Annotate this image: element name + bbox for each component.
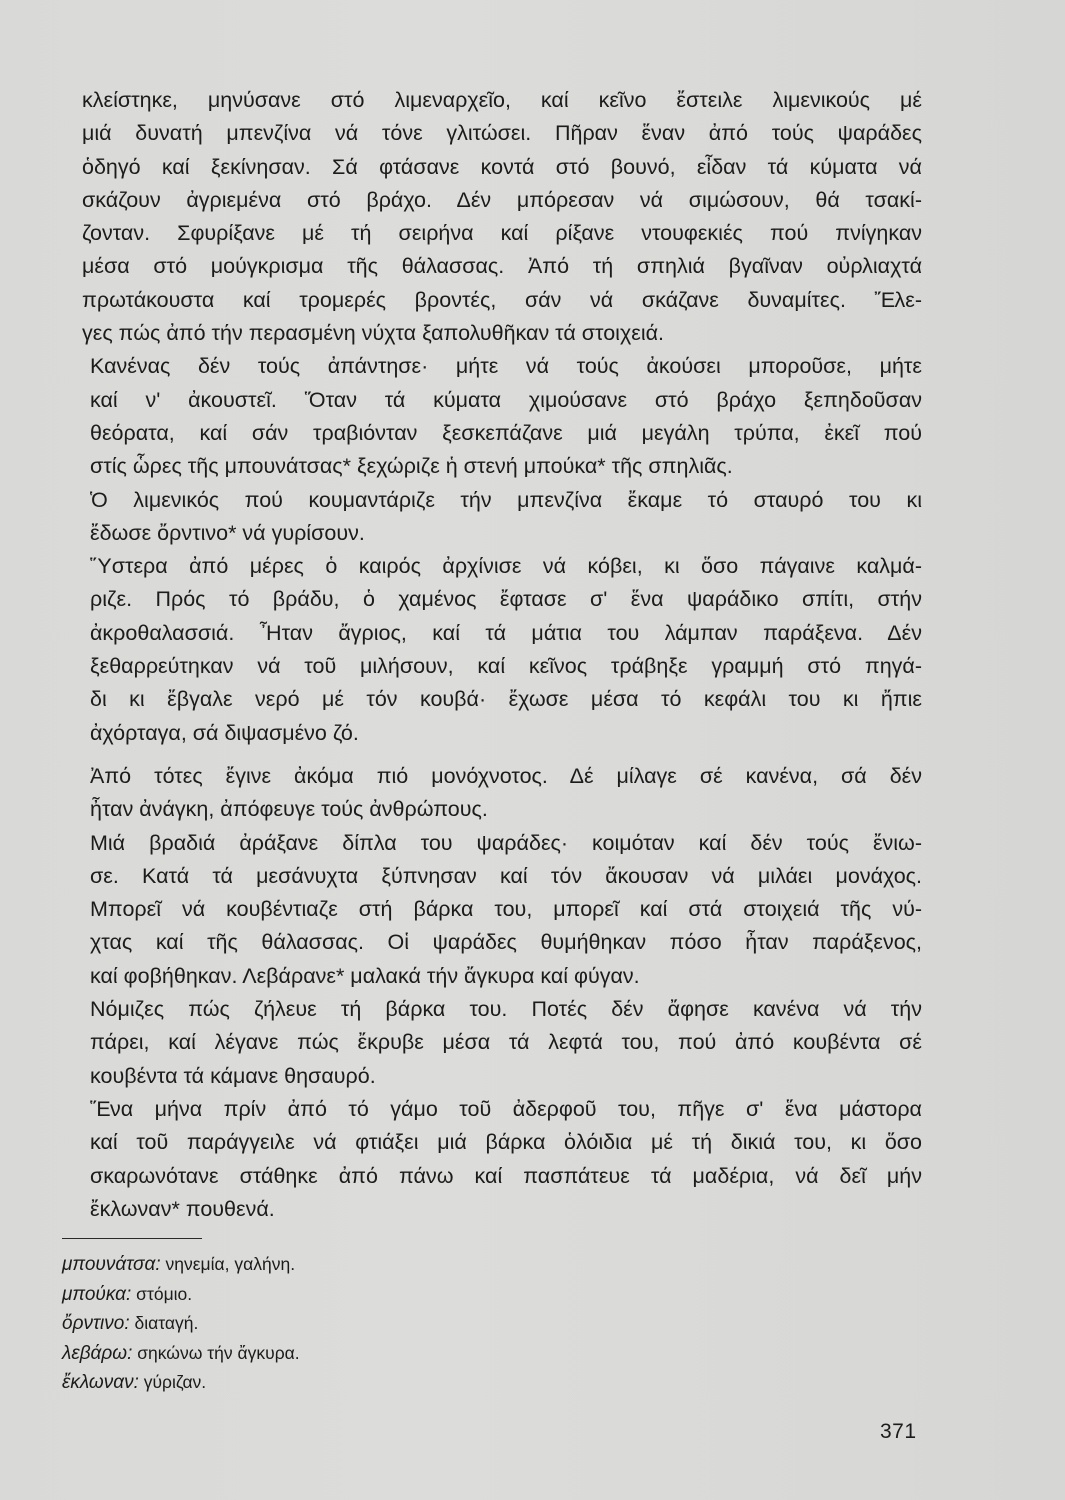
text-line: μιά δυνατή μπενζίνα νά τόνε γλιτώσει. Πῆραν ἕναν ἀπό τούς ψαράδες [82,121,922,146]
text-line: ξεθαρρεύτηκαν νά τοῦ μιλήσουν, καί κεῖνος τράβηξε γραμμή στό πηγά- [90,654,922,679]
text-line: μέσα στό μούγκρισμα τῆς θάλασσας. Ἀπό τή σπηλιά βγαῖναν οὐρλιαχτά [82,254,922,279]
footnote [62,1339,662,1369]
paragraph-7 [82,993,922,1093]
text-line: ἔδωσε ὄρντινο* νά γυρίσουν. [90,520,365,545]
text-line: θεόρατα, καί σάν τραβιόνταν ξεσκεπάζανε μιά μεγάλη τρύπα, ἐκεῖ πού [90,420,922,445]
text-line: Νόμιζες πώς ζήλευε τή βάρκα του. Ποτές δέν ἄφησε κανένα νά τήν [90,997,922,1022]
footnote [62,1250,662,1280]
text-line: ἦταν ἀνάγκη, ἀπόφευγε τούς ἀνθρώπους. [90,797,488,822]
paragraph-6 [82,827,922,993]
page-number: 371 [880,1420,917,1443]
footnote-rule [62,1238,202,1239]
footnote-term: ὄρντινο: [62,1313,130,1334]
paragraph-2 [82,350,922,483]
text-line: καί φοβήθηκαν. Λεβάρανε* μαλακά τήν ἄγκυρα καί φύγαν. [90,963,640,988]
text-line: Ἕνα μήνα πρίν ἀπό τό γάμο τοῦ ἀδερφοῦ του, πῆγε σ' ἕνα μάστορα [90,1096,922,1121]
paragraph-3 [82,484,922,551]
text-line: πρωτάκουστα καί τρομερές βροντές, σάν νά σκάζανε δυναμίτες. Ἔλε- [82,287,922,312]
text-line: καί τοῦ παράγγειλε νά φτιάξει μιά βάρκα ὁλόιδια μέ τή δικιά του, κι ὅσο [90,1130,922,1155]
paragraph-5 [82,760,922,827]
footnote-term: ἔκλωναν: [62,1372,139,1393]
paragraph-4 [82,550,922,750]
text-line: πάρει, καί λέγανε πώς ἔκρυβε μέσα τά λεφτά του, πού ἀπό κουβέντα σέ [90,1030,922,1055]
footnote [62,1368,662,1398]
paragraph-8 [82,1093,922,1226]
text-line: δι κι ἔβγαλε νερό μέ τόν κουβά· ἔχωσε μέσα τό κεφάλι του κι ἤπιε [90,687,922,712]
text-line: σε. Κατά τά μεσάνυχτα ξύπνησαν καί τόν ἄκουσαν νά μιλάει μονάχος. [90,863,922,888]
text-line: Ἀπό τότες ἔγινε ἀκόμα πιό μονόχνοτος. Δέ μίλαγε σέ κανένα, σά δέν [90,763,922,788]
footnote-term: μπούκα: [62,1283,132,1305]
paragraph-1 [82,84,922,350]
footnote-definition: νηνεμία, γαλήνη. [165,1254,296,1274]
text-line: ἀχόρταγα, σά διψασμένο ζό. [90,720,359,745]
footnote-term: λεβάρω: [62,1342,133,1364]
text-line: ἀκροθαλασσιά. Ἦταν ἄγριος, καί τά μάτια του λάμπαν παράξενα. Δέν [90,620,922,645]
text-line: ὁδηγό καί ξεκίνησαν. Σά φτάσανε κοντά στό βουνό, εἶδαν τά κύματα νά [82,154,922,179]
text-line: κουβέντα τά κάμανε θησαυρό. [90,1063,376,1088]
text-line: ζονταν. Σφυρίξανε μέ τή σειρήνα καί ρίξανε ντουφεκιές πού πνίγηκαν [82,221,922,246]
text-line: Μπορεῖ νά κουβέντιαζε στή βάρκα του, μπορεῖ καί στά στοιχειά τῆς νύ- [90,897,922,922]
text-line: γες πώς ἀπό τήν περασμένη νύχτα ξαπολυθῆκαν τά στοιχειά. [82,321,665,346]
text-line: σκάζουν ἀγριεμένα στό βράχο. Δέν μπόρεσαν νά σιμώσουν, θά τσακί- [82,187,922,212]
text-line: Ὕστερα ἀπό μέρες ὁ καιρός ἀρχίνισε νά κόβει, κι ὅσο πάγαινε καλμά- [90,554,922,579]
text-line: κλείστηκε, μηνύσανε στό λιμεναρχεῖο, καί κεῖνο ἔστειλε λιμενικούς μέ [82,88,922,112]
footnote-definition: γύριζαν. [143,1372,207,1392]
footnote-definition: διαταγή. [134,1313,199,1333]
text-line: Μιά βραδιά ἀράξανε δίπλα του ψαράδες· κοιμόταν καί δέν τούς ἔνιω- [90,830,922,855]
text-line: Ὁ λιμενικός πού κουμαντάριζε τήν μπενζίνα ἔκαμε τό σταυρό του κι [90,487,922,512]
footnote-definition: στόμιο. [136,1283,193,1304]
footnote-definition: σηκώνω τήν ἄγκυρα. [137,1342,300,1363]
footnote-term: μπουνάτσα: [62,1254,161,1275]
text-line: καί ν' ἀκουστεῖ. Ὅταν τά κύματα χιμούσανε στό βράχο ξεπηδοῦσαν [90,387,922,412]
main-text [82,84,922,1226]
text-line: ριζε. Πρός τό βράδυ, ὁ χαμένος ἔφτασε σ' ἕνα ψαράδικο σπίτι, στήν [90,587,922,612]
text-line: στίς ὧρες τῆς μπουνάτσας* ξεχώριζε ἡ στενή μπούκα* τῆς σπηλιᾶς. [90,454,733,479]
footnote [62,1309,662,1339]
footnote [62,1280,662,1310]
text-line: ἔκλωναν* πουθενά. [90,1196,275,1221]
footnotes [62,1250,662,1398]
text-line: Κανένας δέν τούς ἀπάντησε· μήτε νά τούς ἀκούσει μποροῦσε, μήτε [90,354,922,379]
text-line: χτας καί τῆς θάλασσας. Οἱ ψαράδες θυμήθηκαν πόσο ἦταν παράξενος, [90,930,922,955]
text-line: σκαρωνότανε στάθηκε ἀπό πάνω καί πασπάτευε τά μαδέρια, νά δεῖ μήν [90,1163,922,1188]
